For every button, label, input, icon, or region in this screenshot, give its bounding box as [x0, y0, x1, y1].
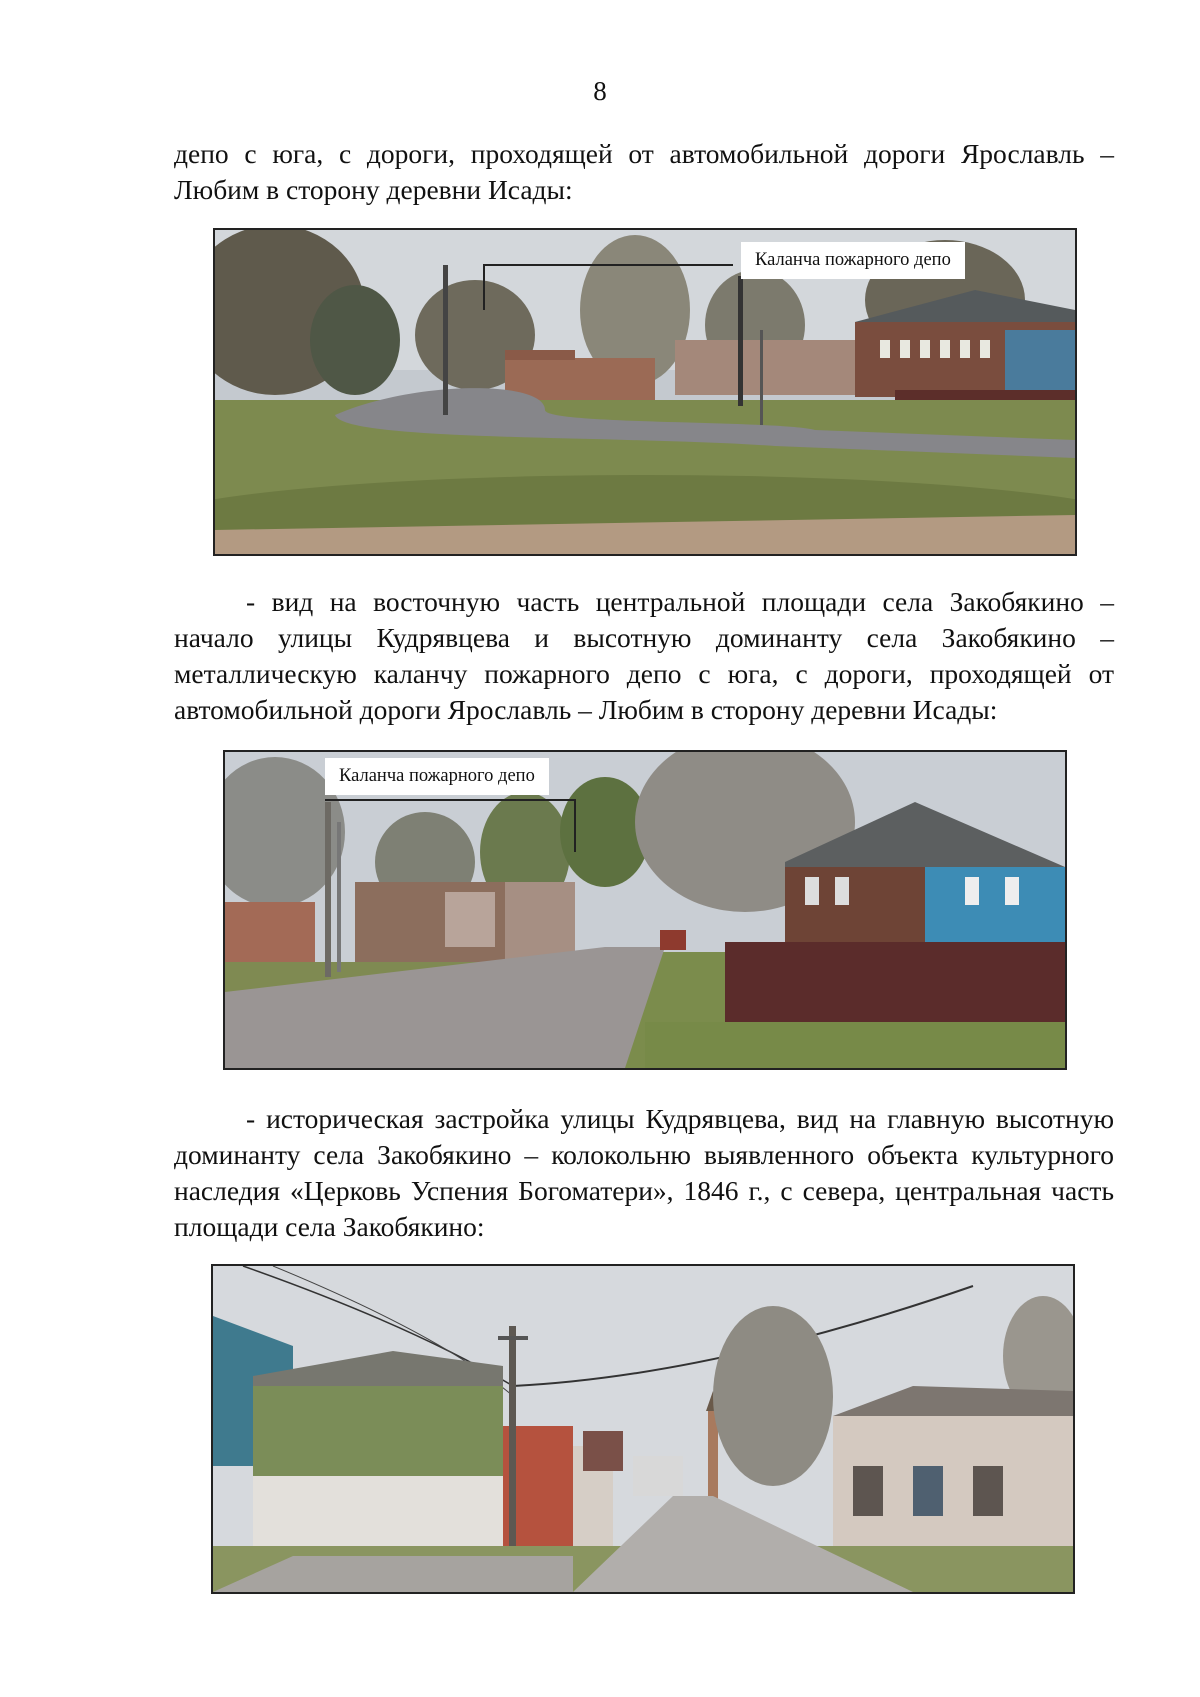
photo-1-fire-depot-south — [213, 228, 1077, 556]
photo-2-callout: Каланча пожарного депо — [325, 758, 549, 795]
photo-1-callout: Каланча пожарного депо — [741, 242, 965, 279]
photo-3-kudryavtseva-street-north — [211, 1264, 1075, 1594]
page-number: 8 — [593, 76, 607, 106]
photo-2-kudryavtseva-street-start — [223, 750, 1067, 1070]
paragraph-2: - вид на восточную часть центральной площади села Закобякино – начало улицы Кудрявцева и высотную доминанту села Закобякино – металлическую каланчу пожарного депо с юга, с дороги, проходящей от автомобильной дороги Ярославль – Любим в сторону деревни Исады: — [174, 586, 1114, 725]
photo-3-image — [213, 1266, 1073, 1592]
paragraph-3: - историческая застройка улицы Кудрявцева, вид на главную высотную доминанту села Закобякино – колокольню выявленного объекта культурного наследия «Церковь Успения Богоматери», 1846 г., с севера, центральная часть площади села Закобякино: — [174, 1103, 1114, 1242]
paragraph-1: депо с юга, с дороги, проходящей от автомобильной дороги Ярославль – Любим в сторону деревни Исады: — [174, 138, 1114, 205]
photo-2-image — [225, 752, 1065, 1068]
